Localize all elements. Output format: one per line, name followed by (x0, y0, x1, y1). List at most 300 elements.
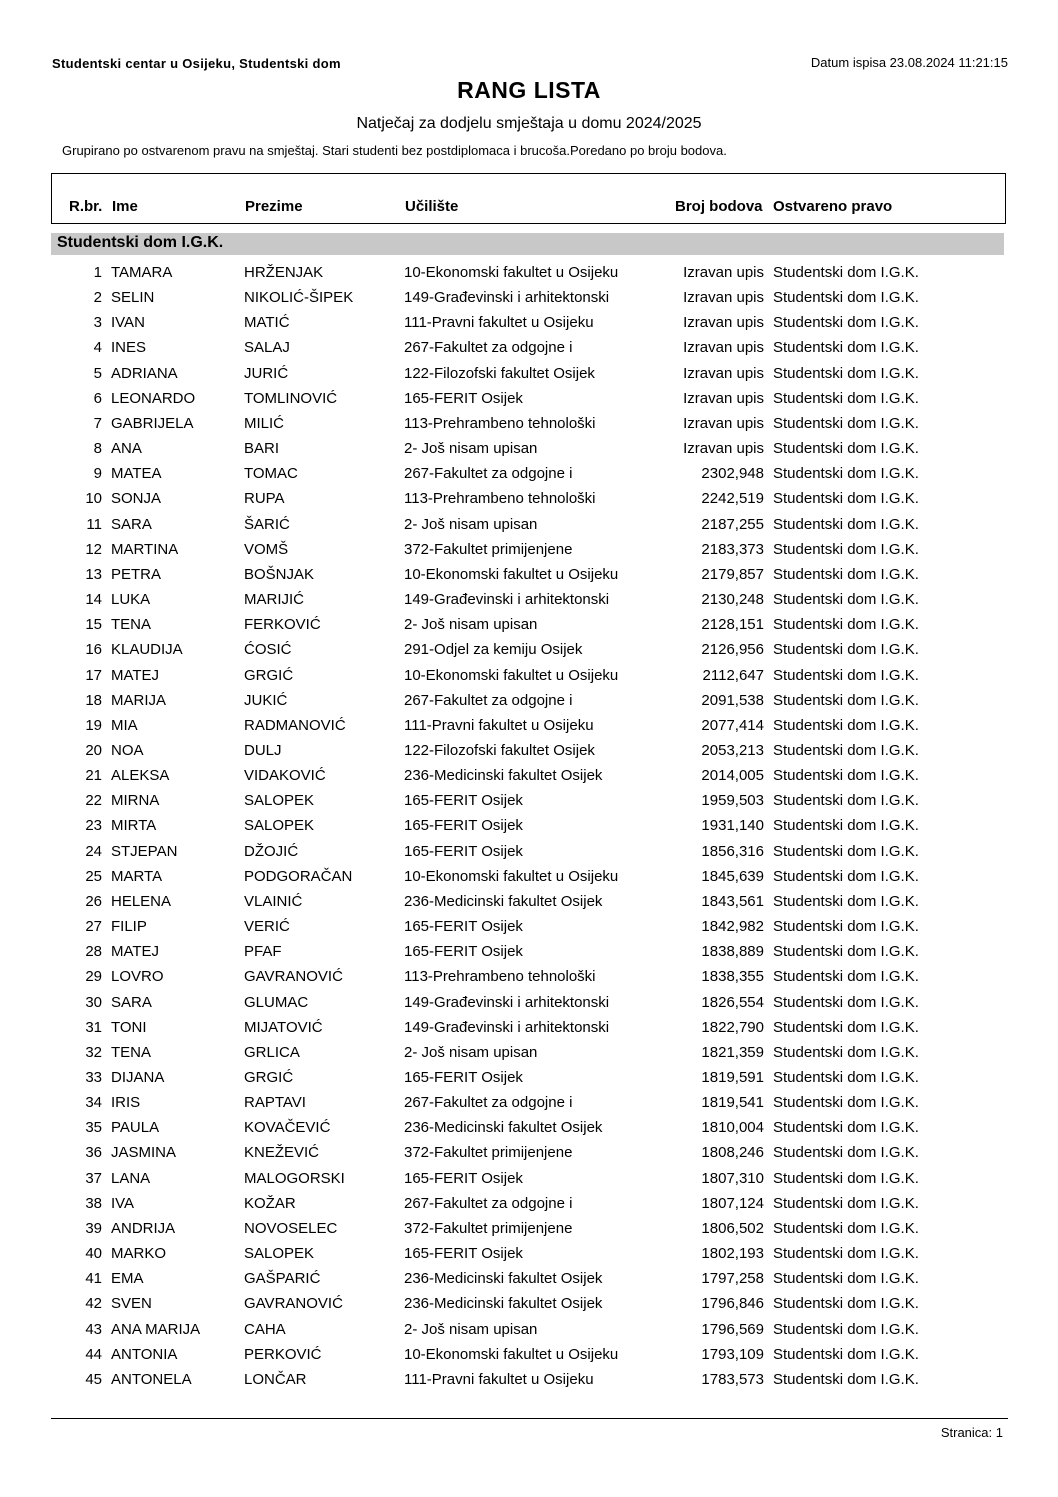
cell-prezime: MILIĆ (244, 414, 285, 432)
column-header-rbr: R.br. (69, 198, 103, 215)
cell-uciliste: 165-FERIT Osijek (404, 1069, 523, 1086)
cell-pravo: Studentski dom I.G.K. (773, 289, 919, 307)
cell-pravo: Studentski dom I.G.K. (773, 314, 919, 332)
column-header-ime: Ime (112, 198, 138, 215)
table-row (0, 865, 1058, 890)
cell-uciliste: 267-Fakultet za odgojne i (404, 339, 573, 357)
cell-prezime: GAVRANOVIĆ (244, 968, 343, 986)
cell-prezime: KNEŽEVIĆ (244, 1144, 320, 1162)
cell-ime: SARA (111, 515, 152, 533)
cell-bodovi: 1819,591 (701, 1069, 764, 1086)
cell-rbr: 6 (93, 389, 102, 407)
cell-rbr: 9 (93, 465, 102, 483)
cell-pravo: Studentski dom I.G.K. (773, 515, 919, 533)
cell-rbr: 17 (85, 666, 102, 684)
cell-prezime: JUKIĆ (244, 691, 288, 709)
cell-ime: MATEJ (111, 943, 160, 961)
cell-pravo: Studentski dom I.G.K. (773, 817, 919, 835)
cell-ime: LUKA (111, 591, 151, 609)
cell-bodovi: 1793,109 (701, 1345, 764, 1363)
table-row (0, 1192, 1058, 1217)
cell-uciliste: 372-Fakultet primijenjene (404, 1144, 573, 1162)
cell-bodovi: 1796,569 (701, 1320, 764, 1338)
cell-uciliste: 149-Građevinski i arhitektonski (404, 289, 610, 307)
cell-rbr: 24 (85, 842, 102, 860)
cell-uciliste: 10-Ekonomski fakultet u Osijeku (404, 1345, 619, 1363)
cell-prezime: MARIJIĆ (244, 591, 304, 609)
cell-uciliste: 267-Fakultet za odgojne i (404, 465, 573, 483)
cell-uciliste: 236-Medicinski fakultet Osijek (404, 767, 603, 785)
cell-prezime: PFAF (244, 943, 282, 961)
column-header-prezime: Prezime (245, 198, 303, 215)
cell-uciliste: 236-Medicinski fakultet Osijek (404, 1119, 603, 1137)
cell-ime: MARTINA (111, 540, 179, 558)
cell-bodovi: 2077,414 (701, 716, 764, 734)
cell-rbr: 23 (85, 817, 102, 835)
cell-prezime: RUPA (244, 490, 285, 508)
cell-uciliste: 267-Fakultet za odgojne i (404, 1194, 573, 1212)
cell-prezime: MALOGORSKI (244, 1169, 345, 1187)
cell-uciliste: 2- Još nisam upisan (404, 1043, 538, 1061)
cell-pravo: Studentski dom I.G.K. (773, 440, 919, 458)
cell-rbr: 11 (86, 515, 102, 533)
table-header (51, 173, 1006, 224)
cell-ime: TONI (111, 1018, 147, 1036)
list-description: Grupirano po ostvarenom pravu na smještaj. Stari studenti bez postdiplomaca i brucoša.Poredano po broju bodova. (62, 143, 727, 158)
cell-pravo: Studentski dom I.G.K. (773, 1270, 919, 1288)
cell-bodovi: 1959,503 (701, 792, 764, 810)
table-row (0, 362, 1058, 387)
cell-uciliste: 165-FERIT Osijek (404, 389, 523, 407)
cell-pravo: Studentski dom I.G.K. (773, 1119, 919, 1137)
cell-pravo: Studentski dom I.G.K. (773, 741, 919, 759)
cell-rbr: 30 (85, 993, 102, 1011)
table-row (0, 588, 1058, 613)
table-row (0, 1141, 1058, 1166)
cell-prezime: LONČAR (244, 1370, 307, 1388)
cell-uciliste: 165-FERIT Osijek (404, 918, 523, 936)
cell-rbr: 22 (85, 792, 102, 810)
cell-rbr: 35 (85, 1119, 102, 1137)
cell-uciliste: 372-Fakultet primijenjene (404, 1219, 573, 1237)
cell-ime: ANDRIJA (111, 1219, 176, 1237)
cell-bodovi: 1822,790 (701, 1018, 764, 1036)
print-date: Datum ispisa 23.08.2024 11:21:15 (810, 55, 1008, 70)
cell-pravo: Studentski dom I.G.K. (773, 1320, 919, 1338)
cell-uciliste: 122-Filozofski fakultet Osijek (404, 741, 595, 759)
cell-pravo: Studentski dom I.G.K. (773, 364, 919, 382)
table-row (0, 814, 1058, 839)
cell-rbr: 44 (85, 1345, 102, 1363)
cell-uciliste: 372-Fakultet primijenjene (404, 540, 573, 558)
cell-rbr: 33 (85, 1069, 102, 1086)
cell-bodovi: 1807,124 (701, 1194, 764, 1212)
cell-ime: ANA MARIJA (111, 1320, 201, 1338)
cell-pravo: Studentski dom I.G.K. (773, 968, 919, 986)
cell-rbr: 42 (85, 1295, 102, 1313)
table-row (0, 789, 1058, 814)
cell-pravo: Studentski dom I.G.K. (773, 666, 919, 684)
table-row (0, 462, 1058, 487)
cell-pravo: Studentski dom I.G.K. (773, 792, 919, 810)
cell-prezime: RAPTAVI (244, 1094, 306, 1112)
cell-uciliste: 10-Ekonomski fakultet u Osijeku (404, 264, 619, 281)
table-row (0, 664, 1058, 689)
cell-uciliste: 111-Pravni fakultet u Osijeku (404, 314, 594, 332)
cell-bodovi: 1843,561 (701, 892, 764, 910)
table-row (0, 1242, 1058, 1267)
cell-bodovi: 1808,246 (701, 1144, 764, 1162)
cell-bodovi: 1783,573 (701, 1370, 764, 1388)
cell-bodovi: 2128,151 (701, 616, 764, 634)
table-row (0, 1343, 1058, 1368)
cell-bodovi: 1838,355 (701, 968, 764, 986)
cell-bodovi: 2112,647 (702, 666, 764, 684)
footer-divider (51, 1418, 1008, 1419)
cell-prezime: GRLICA (244, 1043, 300, 1061)
table-row (0, 613, 1058, 638)
page-subtitle: Natječaj za dodjelu smještaja u domu 2024/2025 (356, 115, 702, 132)
cell-ime: NOA (111, 741, 144, 759)
table-row (0, 689, 1058, 714)
table-row (0, 1217, 1058, 1242)
cell-prezime: BARI (244, 440, 280, 458)
cell-bodovi: Izravan upis (683, 339, 764, 357)
cell-bodovi: 1931,140 (701, 817, 764, 835)
group-header (51, 233, 1004, 255)
cell-prezime: DULJ (244, 741, 282, 759)
cell-ime: IVAN (111, 314, 145, 332)
cell-uciliste: 111-Pravni fakultet u Osijeku (404, 1370, 594, 1388)
cell-prezime: CAHA (244, 1320, 286, 1338)
cell-bodovi: 2053,213 (701, 741, 764, 759)
cell-uciliste: 149-Građevinski i arhitektonski (404, 993, 610, 1011)
cell-prezime: BOŠNJAK (244, 565, 315, 583)
table-row (0, 739, 1058, 764)
cell-prezime: HRŽENJAK (244, 264, 324, 281)
cell-uciliste: 2- Još nisam upisan (404, 1320, 538, 1338)
cell-bodovi: 1806,502 (701, 1219, 764, 1237)
organization-name: Studentski centar u Osijeku, Studentski dom (52, 56, 341, 71)
cell-uciliste: 10-Ekonomski fakultet u Osijeku (404, 867, 619, 885)
cell-rbr: 12 (85, 540, 102, 558)
cell-uciliste: 165-FERIT Osijek (404, 792, 523, 810)
cell-ime: JASMINA (111, 1144, 177, 1162)
cell-pravo: Studentski dom I.G.K. (773, 540, 919, 558)
cell-pravo: Studentski dom I.G.K. (773, 339, 919, 357)
cell-prezime: MIJATOVIĆ (244, 1018, 323, 1036)
cell-prezime: VERIĆ (244, 918, 290, 936)
cell-pravo: Studentski dom I.G.K. (773, 565, 919, 583)
cell-uciliste: 2- Još nisam upisan (404, 440, 538, 458)
cell-rbr: 20 (85, 741, 102, 759)
cell-prezime: VOMŠ (244, 540, 289, 558)
cell-bodovi: Izravan upis (683, 440, 764, 458)
cell-uciliste: 165-FERIT Osijek (404, 1245, 523, 1263)
cell-prezime: DŽOJIĆ (244, 842, 299, 860)
table-row (0, 1292, 1058, 1317)
cell-rbr: 32 (85, 1043, 102, 1061)
cell-prezime: GAVRANOVIĆ (244, 1295, 343, 1313)
cell-rbr: 8 (93, 440, 102, 458)
cell-bodovi: 1826,554 (701, 993, 764, 1011)
cell-rbr: 16 (85, 641, 102, 659)
cell-pravo: Studentski dom I.G.K. (773, 767, 919, 785)
cell-rbr: 25 (85, 867, 102, 885)
cell-uciliste: 291-Odjel za kemiju Osijek (404, 641, 583, 659)
table-row (0, 991, 1058, 1016)
table-row (0, 286, 1058, 311)
ranking-table-body (0, 261, 1058, 1393)
cell-pravo: Studentski dom I.G.K. (773, 1069, 919, 1086)
cell-bodovi: 1845,639 (701, 867, 764, 885)
cell-rbr: 26 (85, 892, 102, 910)
cell-rbr: 13 (85, 565, 102, 583)
table-row (0, 311, 1058, 336)
cell-bodovi: Izravan upis (683, 389, 764, 407)
cell-pravo: Studentski dom I.G.K. (773, 1219, 919, 1237)
cell-pravo: Studentski dom I.G.K. (773, 716, 919, 734)
table-row (0, 940, 1058, 965)
cell-prezime: KOŽAR (244, 1194, 296, 1212)
cell-rbr: 39 (85, 1219, 102, 1237)
cell-ime: ANTONIA (111, 1345, 178, 1363)
cell-pravo: Studentski dom I.G.K. (773, 389, 919, 407)
cell-rbr: 3 (93, 314, 102, 332)
cell-pravo: Studentski dom I.G.K. (773, 1018, 919, 1036)
cell-rbr: 31 (85, 1018, 102, 1036)
cell-uciliste: 113-Prehrambeno tehnološki (404, 414, 596, 432)
cell-rbr: 19 (85, 716, 102, 734)
cell-ime: MIA (111, 716, 138, 734)
cell-pravo: Studentski dom I.G.K. (773, 591, 919, 609)
cell-bodovi: 2302,948 (701, 465, 764, 483)
cell-prezime: TOMAC (244, 465, 298, 483)
cell-bodovi: 1856,316 (701, 842, 764, 860)
cell-bodovi: 1810,004 (701, 1119, 764, 1137)
cell-uciliste: 149-Građevinski i arhitektonski (404, 1018, 610, 1036)
cell-bodovi: Izravan upis (683, 264, 764, 281)
cell-bodovi: 1842,982 (701, 918, 764, 936)
cell-pravo: Studentski dom I.G.K. (773, 1345, 919, 1363)
cell-pravo: Studentski dom I.G.K. (773, 1144, 919, 1162)
cell-ime: LEONARDO (111, 389, 196, 407)
table-row (0, 764, 1058, 789)
cell-pravo: Studentski dom I.G.K. (773, 1245, 919, 1263)
cell-uciliste: 236-Medicinski fakultet Osijek (404, 892, 603, 910)
cell-ime: LANA (111, 1169, 151, 1187)
cell-prezime: TOMLINOVIĆ (244, 389, 338, 407)
cell-pravo: Studentski dom I.G.K. (773, 1094, 919, 1112)
cell-uciliste: 2- Još nisam upisan (404, 515, 538, 533)
column-header-uciliste: Učilište (405, 198, 459, 215)
cell-bodovi: 2126,956 (701, 641, 764, 659)
column-header-bodovi: Broj bodova (675, 198, 763, 215)
cell-rbr: 5 (93, 364, 102, 382)
cell-prezime: VLAINIĆ (244, 892, 303, 910)
cell-uciliste: 111-Pravni fakultet u Osijeku (404, 716, 594, 734)
cell-bodovi: 1796,846 (701, 1295, 764, 1313)
cell-rbr: 7 (93, 414, 102, 432)
cell-ime: PETRA (111, 565, 162, 583)
cell-bodovi: 1821,359 (701, 1043, 764, 1061)
cell-pravo: Studentski dom I.G.K. (773, 1194, 919, 1212)
cell-ime: SARA (111, 993, 152, 1011)
table-row (0, 336, 1058, 361)
cell-bodovi: 1819,541 (701, 1094, 764, 1112)
cell-bodovi: 1807,310 (701, 1169, 764, 1187)
cell-pravo: Studentski dom I.G.K. (773, 1295, 919, 1313)
column-header-pravo: Ostvareno pravo (773, 198, 893, 215)
cell-pravo: Studentski dom I.G.K. (773, 490, 919, 508)
cell-rbr: 14 (85, 591, 102, 609)
cell-prezime: MATIĆ (244, 314, 290, 332)
cell-uciliste: 10-Ekonomski fakultet u Osijeku (404, 666, 619, 684)
cell-ime: ADRIANA (111, 364, 178, 382)
table-row (0, 1016, 1058, 1041)
cell-pravo: Studentski dom I.G.K. (773, 943, 919, 961)
cell-ime: ALEKSA (111, 767, 170, 785)
table-row (0, 890, 1058, 915)
cell-bodovi: 2091,538 (701, 691, 764, 709)
cell-ime: KLAUDIJA (111, 641, 183, 659)
cell-uciliste: 113-Prehrambeno tehnološki (404, 968, 596, 986)
cell-rbr: 38 (85, 1194, 102, 1212)
cell-prezime: VIDAKOVIĆ (244, 767, 326, 785)
cell-bodovi: 2242,519 (701, 490, 764, 508)
cell-pravo: Studentski dom I.G.K. (773, 264, 919, 281)
cell-ime: ANTONELA (111, 1370, 192, 1388)
cell-pravo: Studentski dom I.G.K. (773, 842, 919, 860)
table-row (0, 1116, 1058, 1141)
cell-uciliste: 236-Medicinski fakultet Osijek (404, 1270, 603, 1288)
cell-rbr: 37 (85, 1169, 102, 1187)
cell-rbr: 29 (85, 968, 102, 986)
cell-uciliste: 122-Filozofski fakultet Osijek (404, 364, 595, 382)
cell-ime: FILIP (111, 918, 147, 936)
table-row (0, 714, 1058, 739)
cell-pravo: Studentski dom I.G.K. (773, 1043, 919, 1061)
cell-rbr: 34 (85, 1094, 102, 1112)
cell-rbr: 4 (93, 339, 102, 357)
cell-rbr: 45 (85, 1370, 102, 1388)
cell-bodovi: Izravan upis (683, 289, 764, 307)
cell-ime: GABRIJELA (111, 414, 194, 432)
cell-bodovi: Izravan upis (683, 414, 764, 432)
cell-prezime: GRGIĆ (244, 666, 294, 684)
table-row (0, 840, 1058, 865)
table-row (0, 915, 1058, 940)
table-row (0, 261, 1058, 286)
cell-ime: MIRNA (111, 792, 160, 810)
cell-prezime: FERKOVIĆ (244, 616, 321, 634)
cell-ime: INES (111, 339, 147, 357)
cell-bodovi: 1802,193 (701, 1245, 764, 1263)
cell-uciliste: 267-Fakultet za odgojne i (404, 691, 573, 709)
cell-pravo: Studentski dom I.G.K. (773, 918, 919, 936)
cell-bodovi: Izravan upis (683, 364, 764, 382)
cell-prezime: SALOPEK (244, 792, 315, 810)
cell-prezime: NOVOSELEC (244, 1219, 338, 1237)
cell-ime: STJEPAN (111, 842, 178, 860)
table-row (0, 965, 1058, 990)
cell-prezime: SALOPEK (244, 1245, 315, 1263)
cell-pravo: Studentski dom I.G.K. (773, 993, 919, 1011)
cell-pravo: Studentski dom I.G.K. (773, 465, 919, 483)
cell-pravo: Studentski dom I.G.K. (773, 1169, 919, 1187)
cell-bodovi: 1797,258 (701, 1270, 764, 1288)
cell-uciliste: 113-Prehrambeno tehnološki (404, 490, 596, 508)
cell-ime: PAULA (111, 1119, 160, 1137)
cell-uciliste: 165-FERIT Osijek (404, 943, 523, 961)
table-row (0, 563, 1058, 588)
cell-prezime: GAŠPARIĆ (244, 1270, 321, 1288)
table-row (0, 1368, 1058, 1393)
cell-prezime: GRGIĆ (244, 1069, 294, 1086)
cell-prezime: ĆOSIĆ (244, 641, 292, 659)
cell-rbr: 1 (93, 264, 102, 281)
cell-uciliste: 236-Medicinski fakultet Osijek (404, 1295, 603, 1313)
cell-ime: IRIS (111, 1094, 141, 1112)
page-title: RANG LISTA (457, 77, 601, 103)
cell-rbr: 10 (85, 490, 102, 508)
cell-bodovi: 2187,255 (701, 515, 764, 533)
cell-uciliste: 149-Građevinski i arhitektonski (404, 591, 610, 609)
cell-uciliste: 165-FERIT Osijek (404, 1169, 523, 1187)
cell-ime: LOVRO (111, 968, 164, 986)
table-row (0, 487, 1058, 512)
cell-pravo: Studentski dom I.G.K. (773, 867, 919, 885)
cell-prezime: NIKOLIĆ-ŠIPEK (244, 289, 354, 307)
cell-rbr: 21 (85, 767, 102, 785)
cell-rbr: 15 (85, 616, 102, 634)
table-row (0, 1091, 1058, 1116)
cell-prezime: RADMANOVIĆ (244, 716, 346, 734)
cell-prezime: KOVAČEVIĆ (244, 1119, 331, 1137)
cell-ime: MIRTA (111, 817, 157, 835)
cell-pravo: Studentski dom I.G.K. (773, 641, 919, 659)
table-row (0, 513, 1058, 538)
cell-ime: TENA (111, 1043, 152, 1061)
cell-bodovi: 2183,373 (701, 540, 764, 558)
cell-ime: MATEJ (111, 666, 160, 684)
table-row (0, 1318, 1058, 1343)
cell-prezime: ŠARIĆ (244, 515, 290, 533)
cell-ime: SONJA (111, 490, 162, 508)
cell-ime: SELIN (111, 289, 155, 307)
cell-rbr: 28 (85, 943, 102, 961)
cell-bodovi: Izravan upis (683, 314, 764, 332)
cell-uciliste: 2- Još nisam upisan (404, 616, 538, 634)
cell-rbr: 2 (93, 289, 102, 307)
cell-rbr: 18 (85, 691, 102, 709)
cell-ime: ANA (111, 440, 142, 458)
cell-rbr: 40 (85, 1245, 102, 1263)
cell-prezime: PODGORAČAN (244, 867, 353, 885)
cell-ime: HELENA (111, 892, 172, 910)
cell-ime: DIJANA (111, 1069, 165, 1086)
cell-rbr: 43 (85, 1320, 102, 1338)
cell-rbr: 41 (85, 1270, 102, 1288)
cell-rbr: 27 (85, 918, 102, 936)
table-row (0, 1041, 1058, 1066)
cell-ime: TAMARA (111, 264, 173, 281)
group-label: Studentski dom I.G.K. (57, 234, 224, 251)
cell-ime: MARIJA (111, 691, 167, 709)
page-number: Stranica: 1 (940, 1425, 1003, 1440)
table-row (0, 638, 1058, 663)
table-row (0, 1267, 1058, 1292)
